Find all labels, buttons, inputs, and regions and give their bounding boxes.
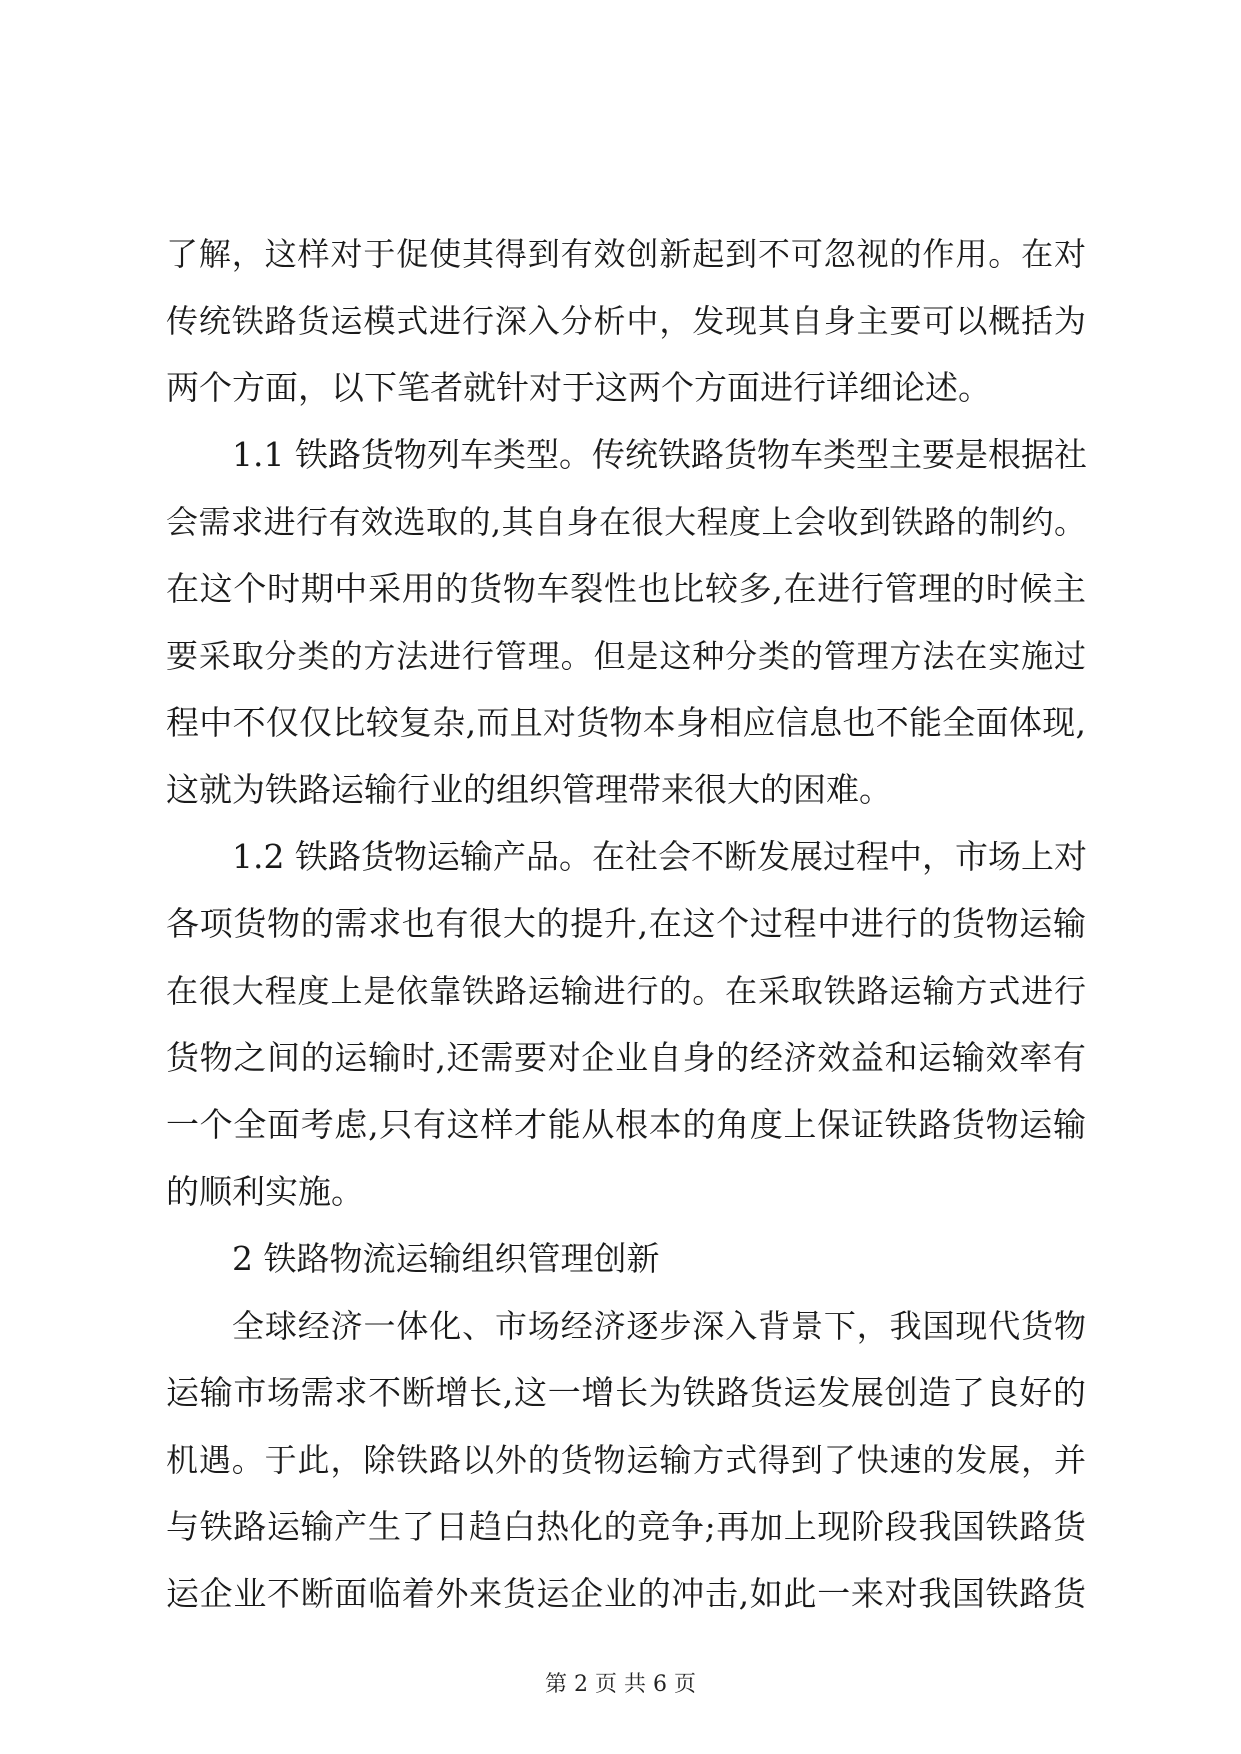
- section-1-2-heading-line: 1.2 铁路货物运输产品。在社会不断发展过程中，市场上对: [232, 837, 1087, 876]
- body-text-line: 这就为铁路运输行业的组织管理带来很大的困难。: [166, 770, 892, 809]
- body-text-line: 与铁路运输产生了日趋白热化的竞争;再加上现阶段我国铁路货: [166, 1507, 1086, 1546]
- page-number-footer: 第 2 页 共 6 页: [545, 1672, 696, 1697]
- body-text-line: 会需求进行有效选取的,其自身在很大程度上会收到铁路的制约。: [166, 503, 1086, 541]
- body-text-line: 运企业不断面临着外来货运企业的冲击,如此一来对我国铁路货: [166, 1574, 1086, 1613]
- section-2-heading: 2 铁路物流运输组织管理创新: [232, 1239, 660, 1278]
- body-text-line: 要采取分类的方法进行管理。但是这种分类的管理方法在实施过: [166, 637, 1086, 675]
- body-text-line: 机遇。于此，除铁路以外的货物运输方式得到了快速的发展，并: [166, 1441, 1086, 1479]
- body-text-line: 在很大程度上是依靠铁路运输进行的。在采取铁路运输方式进行: [166, 972, 1086, 1010]
- body-text-line: 运输市场需求不断增长,这一增长为铁路货运发展创造了良好的: [166, 1373, 1086, 1412]
- body-text-line: 货物之间的运输时,还需要对企业自身的经济效益和运输效率有: [166, 1038, 1086, 1077]
- body-text-line: 了解，这样对于促使其得到有效创新起到不可忽视的作用。在对: [166, 235, 1086, 273]
- body-text-line: 传统铁路货运模式进行深入分析中，发现其自身主要可以概括为: [166, 302, 1086, 340]
- body-text-line: 全球经济一体化、市场经济逐步深入背景下，我国现代货物: [232, 1307, 1086, 1345]
- body-text-line: 两个方面，以下笔者就针对于这两个方面进行详细论述。: [166, 368, 991, 407]
- body-text-line: 在这个时期中采用的货物车裂性也比较多,在进行管理的时候主: [166, 569, 1086, 608]
- body-text-line: 的顺利实施。: [166, 1172, 364, 1211]
- body-text-line: 程中不仅仅比较复杂,而且对货物本身相应信息也不能全面体现,: [166, 703, 1086, 742]
- body-text-line: 各项货物的需求也有很大的提升,在这个过程中进行的货物运输: [166, 904, 1086, 943]
- section-1-1-heading-line: 1.1 铁路货物列车类型。传统铁路货物车类型主要是根据社: [232, 435, 1087, 474]
- body-text-line: 一个全面考虑,只有这样才能从根本的角度上保证铁路货物运输: [166, 1105, 1086, 1144]
